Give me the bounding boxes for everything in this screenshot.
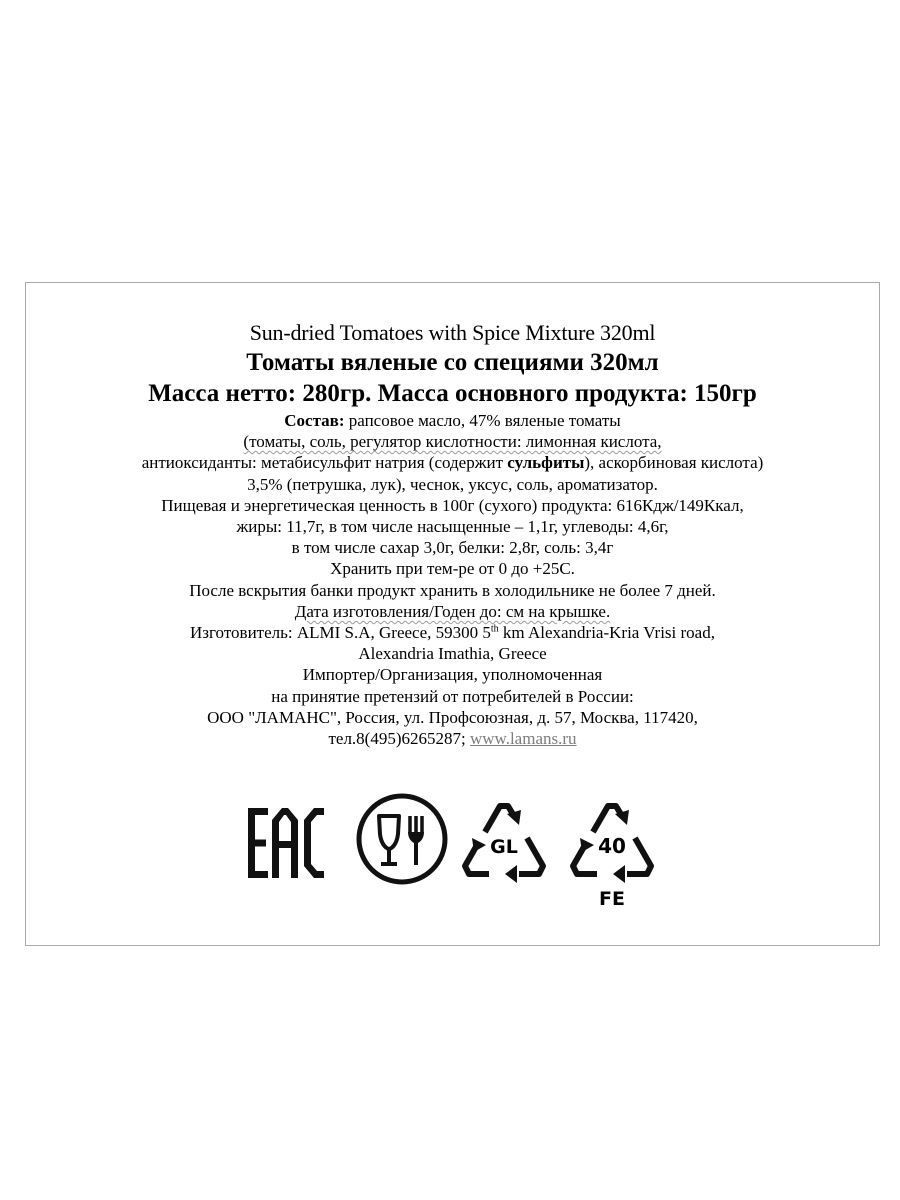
manufacturer-sup: th [490,623,499,635]
storage-line-3 [26,601,879,622]
composition-label: Состав: [284,411,345,430]
phone-text: тел.8(495)6265287; [328,729,470,749]
importer-line-4 [26,728,879,749]
svg-text:40: 40 [598,834,626,858]
composition-text-2: (томаты, соль, регулятор кислотности: лимонная кислота, [243,432,662,452]
composition-text-3b: ), аскорбиновая кислота) [584,453,764,473]
svg-text:GL: GL [490,836,518,858]
label-text [26,319,879,749]
net-weight: Масса нетто: 280гр. Масса основного продукта: 150гр [148,380,757,407]
manufacturer-line-2: Alexandria Imathia, Greece [358,644,547,664]
composition-line-2 [26,431,879,452]
product-label [25,282,880,946]
nutrition-line-2: жиры: 11,7г, в том числе насыщенные – 1,1г, углеводы: 4,6г, [236,517,669,537]
eac-mark-icon [248,808,324,878]
glass-fork-icon [355,792,449,886]
title-russian: Томаты вяленые со специями 320мл [246,349,659,376]
composition-text-1: рапсовое масло, 47% вяленые томаты [344,411,621,430]
manufacturer-text-1a: Изготовитель: ALMI S.A, Greece, 59300 5 [190,623,491,643]
sulfites-text: сульфиты [507,453,585,473]
composition-text-3a: антиоксиданты: метабисульфит натрия (содержит [141,453,508,473]
certification-icons [26,788,879,910]
composition-line-3 [26,452,879,473]
title-english: Sun-dried Tomatoes with Spice Mixture 320ml [249,320,656,345]
importer-line-3: ООО "ЛАМАНС", Россия, ул. Профсоюзная, д. 57, Москва, 117420, [207,707,698,727]
recycle-40-icon [563,792,661,914]
date-note: Дата изготовления/Годен до: см на крышке. [294,601,611,621]
composition-line-1 [26,410,879,431]
storage-line-2: После вскрытия банки продукт хранить в холодильнике не более 7 дней. [189,580,716,600]
manufacturer-line-1 [26,622,879,643]
recycle-gl-icon [455,792,553,884]
svg-text:FE: FE [599,888,625,910]
storage-line-1: Хранить при тем-ре от 0 до +25С. [330,559,575,579]
composition-line-4: 3,5% (петрушка, лук), чеснок, уксус, соль, ароматизатор. [247,474,658,494]
manufacturer-text-1b: km Alexandria-Kria Vrisi road, [498,623,715,643]
website-link[interactable]: www.lamans.ru [469,729,577,749]
importer-line-2: на принятие претензий от потребителей в России: [271,686,634,706]
nutrition-line-3: в том числе сахар 3,0г, белки: 2,8г, соль: 3,4г [291,538,614,558]
nutrition-line-1: Пищевая и энергетическая ценность в 100г (сухого) продукта: 616Кдж/149Ккал, [161,495,744,515]
importer-line-1: Импортер/Организация, уполномоченная [302,665,603,685]
